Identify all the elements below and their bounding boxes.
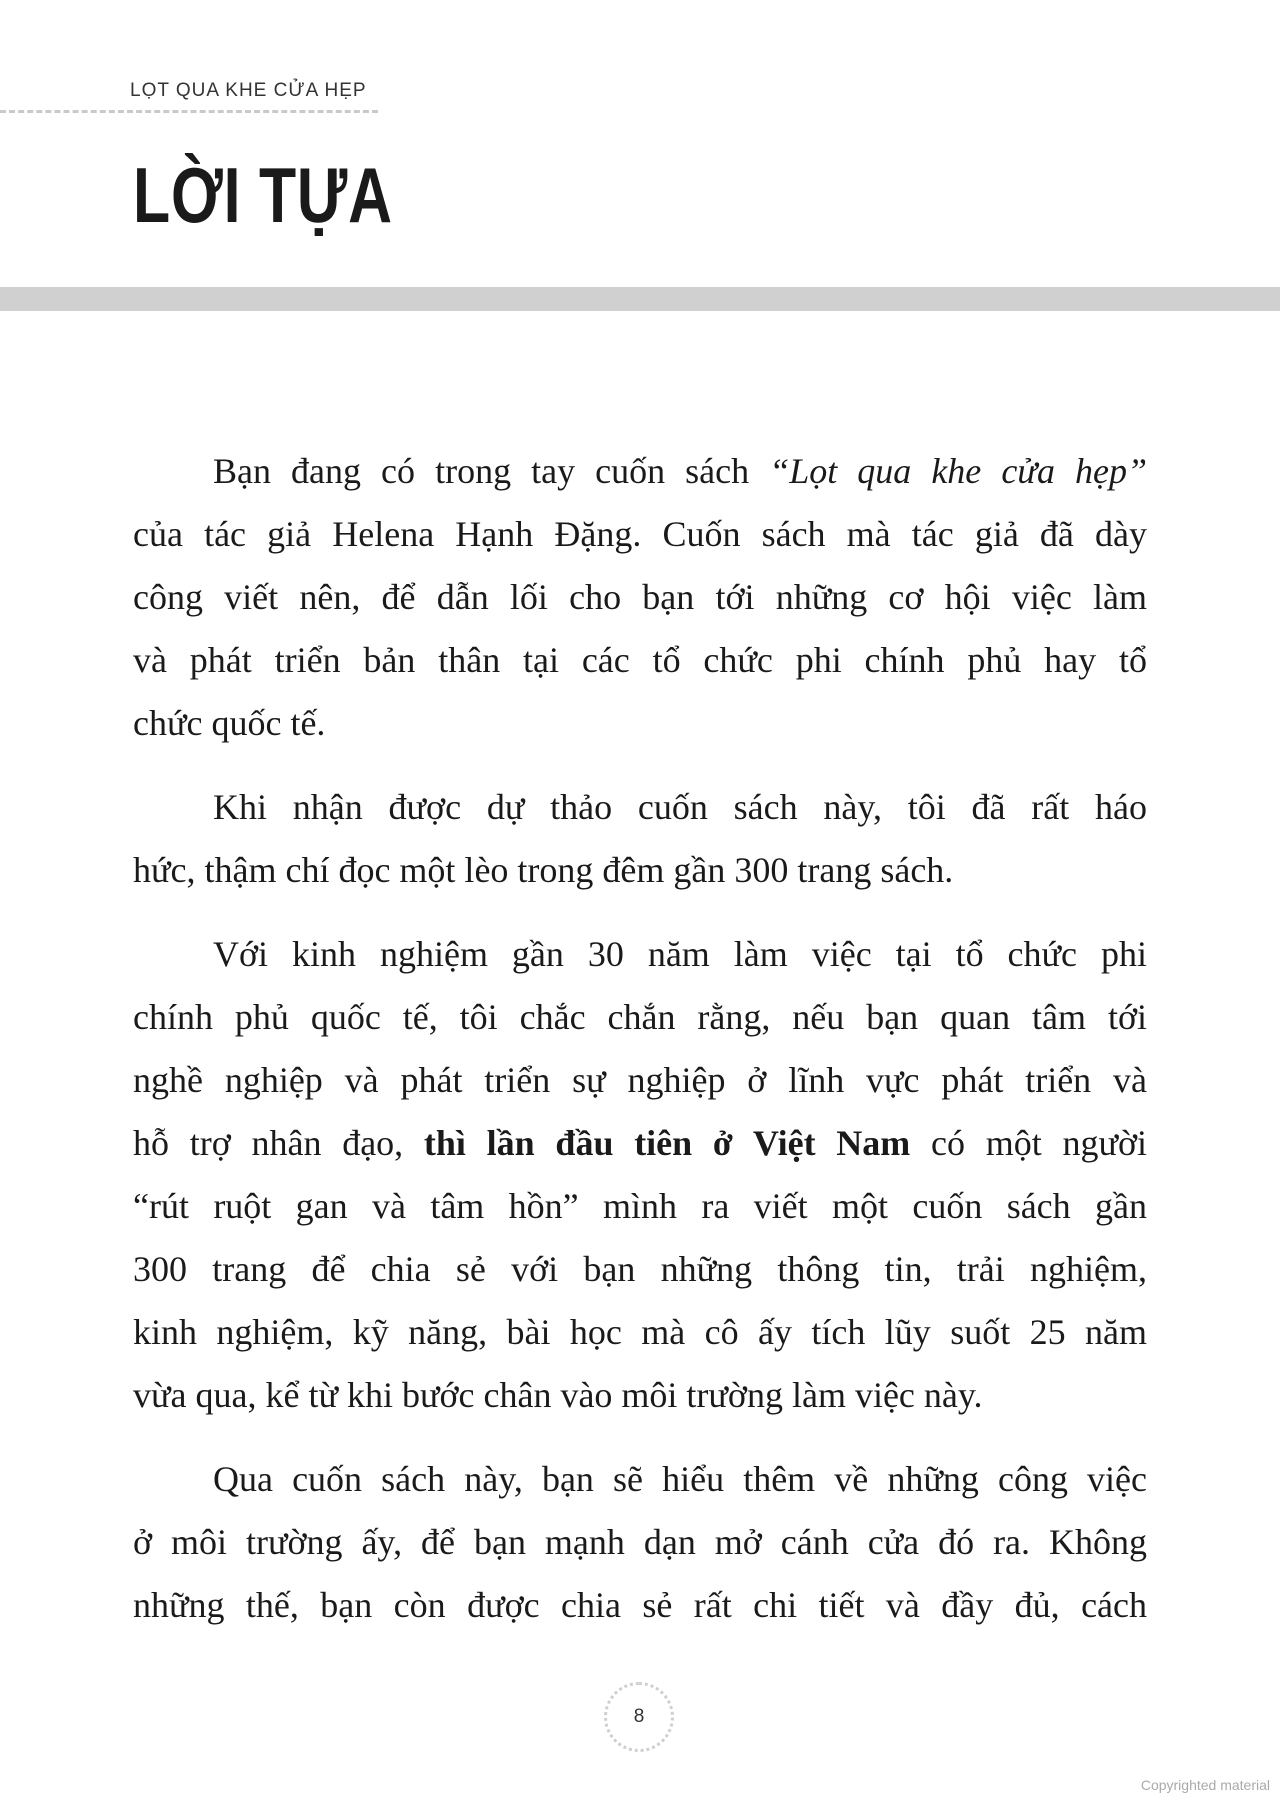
text-segment: ở môi trường ấy, để bạn mạnh dạn mở cánh cửa đó ra. Không — [133, 1522, 1147, 1562]
text-line — [133, 839, 1147, 902]
copyright-notice: Copyrighted material — [1140, 1777, 1270, 1793]
text-line — [133, 503, 1147, 566]
text-line — [133, 1574, 1147, 1637]
text-line — [133, 1049, 1147, 1112]
paragraph — [133, 923, 1147, 1427]
text-segment: nghề nghiệp và phát triển sự nghiệp ở lĩnh vực phát triển và — [133, 1060, 1147, 1100]
text-segment: Qua cuốn sách này, bạn sẽ hiểu thêm về những công việc — [213, 1459, 1147, 1499]
page-number-text: 8 — [633, 1706, 645, 1727]
text-segment: Với kinh nghiệm gần 30 năm làm việc tại tổ chức phi — [213, 934, 1147, 974]
text-segment: và phát triển bản thân tại các tổ chức phi chính phủ hay tổ — [133, 640, 1147, 680]
text-line — [133, 1511, 1147, 1574]
text-segment: của tác giả Helena Hạnh Đặng. Cuốn sách mà tác giả đã dày — [133, 514, 1147, 554]
text-line — [133, 1301, 1147, 1364]
text-segment: công viết nên, để dẫn lối cho bạn tới những cơ hội việc làm — [133, 577, 1147, 617]
bold-emphasis: thì lần đầu tiên ở Việt Nam — [423, 1123, 911, 1163]
text-segment: chức quốc tế. — [133, 703, 326, 743]
text-segment: kinh nghiệm, kỹ năng, bài học mà cô ấy tích lũy suốt 25 năm — [133, 1312, 1147, 1352]
text-line — [133, 776, 1147, 839]
text-line — [133, 923, 1147, 986]
text-line — [133, 986, 1147, 1049]
text-line — [133, 692, 1147, 755]
text-segment: “rút ruột gan và tâm hồn” mình ra viết một cuốn sách gần — [133, 1186, 1147, 1226]
paragraph — [133, 440, 1147, 755]
text-line — [133, 1238, 1147, 1301]
page-number — [604, 1682, 674, 1752]
running-head: LỌT QUA KHE CỬA HẸP — [130, 80, 367, 101]
paragraph — [133, 776, 1147, 902]
text-line — [133, 440, 1147, 503]
text-segment: hỗ trợ nhân đạo, — [133, 1123, 424, 1163]
text-line — [133, 1112, 1147, 1175]
text-line — [133, 1448, 1147, 1511]
chapter-title: LỜI TỰA — [133, 151, 393, 239]
text-line — [133, 629, 1147, 692]
text-line — [133, 1364, 1147, 1427]
paragraph — [133, 1448, 1147, 1637]
title-bar-divider — [0, 287, 1280, 311]
dashed-divider — [0, 110, 378, 113]
text-segment: Khi nhận được dự thảo cuốn sách này, tôi đã rất háo — [213, 787, 1147, 827]
text-segment: Bạn đang có trong tay cuốn sách — [213, 451, 770, 491]
text-segment: hức, thậm chí đọc một lèo trong đêm gần 300 trang sách. — [133, 850, 954, 890]
text-segment: những thế, bạn còn được chia sẻ rất chi tiết và đầy đủ, cách — [133, 1585, 1147, 1625]
text-segment: có một người — [910, 1123, 1148, 1163]
italic-book-title: “Lọt qua khe cửa hẹp” — [769, 451, 1147, 491]
text-segment: 300 trang để chia sẻ với bạn những thông tin, trải nghiệm, — [133, 1249, 1147, 1289]
body-text — [133, 440, 1147, 1658]
text-line — [133, 1175, 1147, 1238]
text-segment: vừa qua, kể từ khi bước chân vào môi trường làm việc này. — [133, 1375, 983, 1415]
text-line — [133, 566, 1147, 629]
text-segment: chính phủ quốc tế, tôi chắc chắn rằng, nếu bạn quan tâm tới — [133, 997, 1147, 1037]
